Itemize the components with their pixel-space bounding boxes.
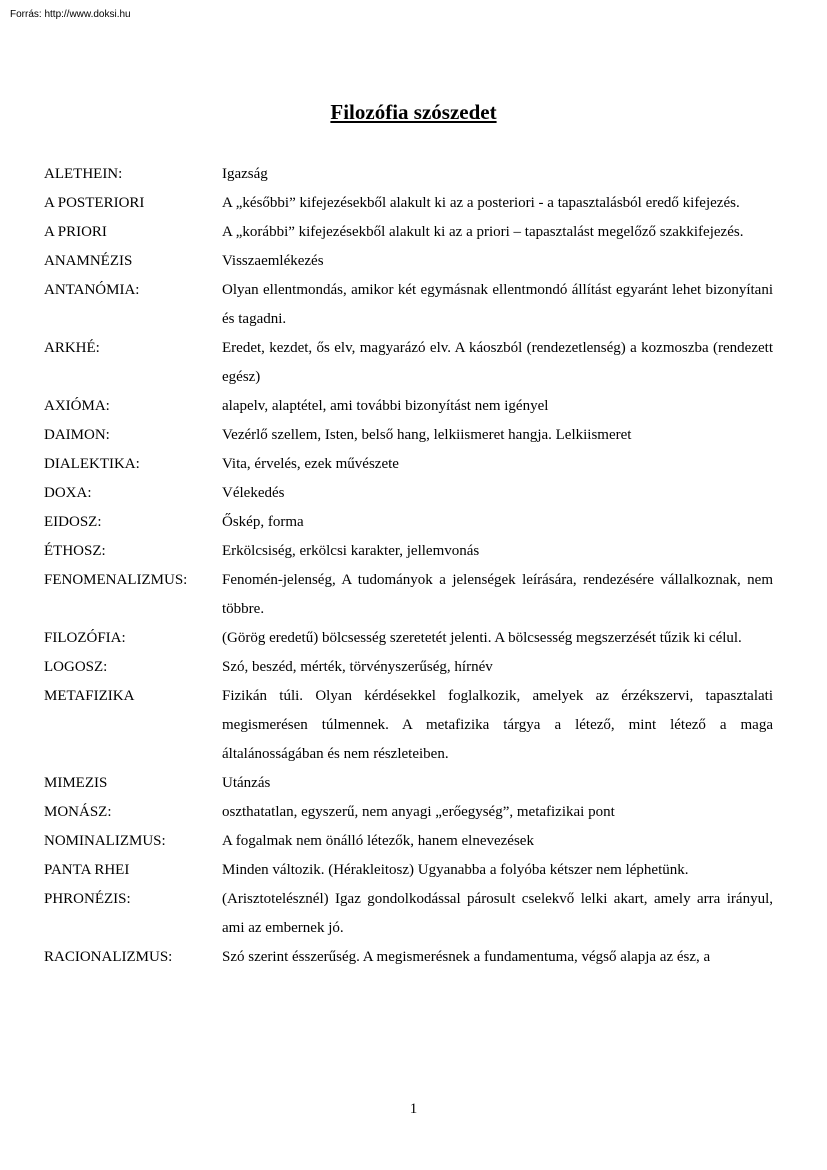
glossary-entry bbox=[44, 653, 773, 682]
glossary-term: FENOMENALIZMUS: bbox=[44, 572, 188, 588]
glossary-term: ANTANÓMIA: bbox=[44, 282, 140, 298]
glossary-definition: (Arisztotelésznél) Igaz gondolkodással párosult cselekvő lelki akart, amely arra irányul, ami az embernek jó. bbox=[222, 891, 773, 936]
glossary-entry bbox=[44, 943, 773, 972]
glossary-term: DOXA: bbox=[44, 485, 92, 501]
glossary-term: DAIMON: bbox=[44, 427, 110, 443]
glossary-term: RACIONALIZMUS: bbox=[44, 949, 173, 965]
glossary-definition: A „későbbi” kifejezésekből alakult ki az a posteriori - a tapasztalásból eredő kifejezés. bbox=[222, 195, 740, 211]
glossary-definition: Szó szerint ésszerűség. A megismerésnek a fundamentuma, végső alapja az ész, a bbox=[222, 949, 711, 965]
glossary-list bbox=[44, 160, 773, 972]
glossary-definition: Vélekedés bbox=[222, 485, 285, 501]
glossary-definition: Fizikán túli. Olyan kérdésekkel foglalkozik, amelyek az érzékszervi, tapasztalati megismerésen túlmennek. A metafizika tárgya a létező, mint létező a maga általánosságában és nem részleteiben. bbox=[222, 688, 773, 762]
glossary-entry bbox=[44, 856, 773, 885]
glossary-term: MONÁSZ: bbox=[44, 804, 112, 820]
glossary-term: PHRONÉZIS: bbox=[44, 891, 131, 907]
glossary-entry bbox=[44, 450, 773, 479]
glossary-entry bbox=[44, 392, 773, 421]
glossary-term: METAFIZIKA bbox=[44, 688, 135, 704]
glossary-definition: Visszaemlékezés bbox=[222, 253, 324, 269]
glossary-definition: Minden változik. (Hérakleitosz) Ugyanabba a folyóba kétszer nem léphetünk. bbox=[222, 862, 689, 878]
glossary-definition: A fogalmak nem önálló létezők, hanem elnevezések bbox=[222, 833, 534, 849]
page-title: Filozófia szószedet bbox=[330, 100, 497, 124]
glossary-definition: Eredet, kezdet, ős elv, magyarázó elv. A káoszból (rendezetlenség) a kozmoszba (rendezett egész) bbox=[222, 340, 773, 385]
glossary-entry bbox=[44, 885, 773, 943]
glossary-term: ARKHÉ: bbox=[44, 340, 100, 356]
glossary-entry bbox=[44, 508, 773, 537]
glossary-entry bbox=[44, 769, 773, 798]
glossary-term: NOMINALIZMUS: bbox=[44, 833, 166, 849]
glossary-entry bbox=[44, 189, 773, 218]
glossary-term: ANAMNÉZIS bbox=[44, 253, 133, 269]
glossary-definition: A „korábbi” kifejezésekből alakult ki az a priori – tapasztalást megelőző szakkifejezés. bbox=[222, 224, 744, 240]
glossary-definition: Vita, érvelés, ezek művészete bbox=[222, 456, 399, 472]
glossary-entry bbox=[44, 479, 773, 508]
glossary-definition: Olyan ellentmondás, amikor két egymásnak ellentmondó állítást egyaránt lehet bizonyítani és tagadni. bbox=[222, 282, 773, 327]
glossary-definition: oszthatatlan, egyszerű, nem anyagi „erőegység”, metafizikai pont bbox=[222, 804, 615, 820]
glossary-entry bbox=[44, 421, 773, 450]
glossary-entry bbox=[44, 334, 773, 392]
glossary-term: EIDOSZ: bbox=[44, 514, 102, 530]
glossary-term: MIMEZIS bbox=[44, 775, 108, 791]
glossary-entry bbox=[44, 566, 773, 624]
glossary-term: AXIÓMA: bbox=[44, 398, 110, 414]
source-note: Forrás: http://www.doksi.hu bbox=[10, 9, 131, 20]
glossary-term: ÉTHOSZ: bbox=[44, 543, 106, 559]
glossary-term: DIALEKTIKA: bbox=[44, 456, 140, 472]
page-number: 1 bbox=[409, 1101, 418, 1117]
glossary-entry bbox=[44, 218, 773, 247]
glossary-definition: Igazság bbox=[222, 166, 268, 182]
glossary-definition: alapelv, alaptétel, ami további bizonyítást nem igényel bbox=[222, 398, 549, 414]
glossary-term: A POSTERIORI bbox=[44, 195, 145, 211]
glossary-definition: Őskép, forma bbox=[222, 514, 304, 530]
glossary-entry bbox=[44, 682, 773, 769]
glossary-term: PANTA RHEI bbox=[44, 862, 130, 878]
glossary-definition: Utánzás bbox=[222, 775, 271, 791]
glossary-definition: (Görög eredetű) bölcsesség szeretetét jelenti. A bölcsesség megszerzését tűzik ki célul. bbox=[222, 630, 742, 646]
glossary-definition: Erkölcsiség, erkölcsi karakter, jellemvonás bbox=[222, 543, 480, 559]
glossary-term: ALETHEIN: bbox=[44, 166, 123, 182]
glossary-entry bbox=[44, 247, 773, 276]
glossary-term: FILOZÓFIA: bbox=[44, 630, 126, 646]
glossary-entry bbox=[44, 537, 773, 566]
glossary-definition: Szó, beszéd, mérték, törvényszerűség, hírnév bbox=[222, 659, 493, 675]
glossary-term: A PRIORI bbox=[44, 224, 107, 240]
glossary-entry bbox=[44, 827, 773, 856]
glossary-entry bbox=[44, 160, 773, 189]
glossary-entry bbox=[44, 798, 773, 827]
glossary-definition: Vezérlő szellem, Isten, belső hang, lelkiismeret hangja. Lelkiismeret bbox=[222, 427, 632, 443]
glossary-term: LOGOSZ: bbox=[44, 659, 108, 675]
glossary-definition: Fenomén-jelenség, A tudományok a jelenségek leírására, rendezésére vállalkoznak, nem többre. bbox=[222, 572, 773, 617]
glossary-entry bbox=[44, 624, 773, 653]
glossary-entry bbox=[44, 276, 773, 334]
